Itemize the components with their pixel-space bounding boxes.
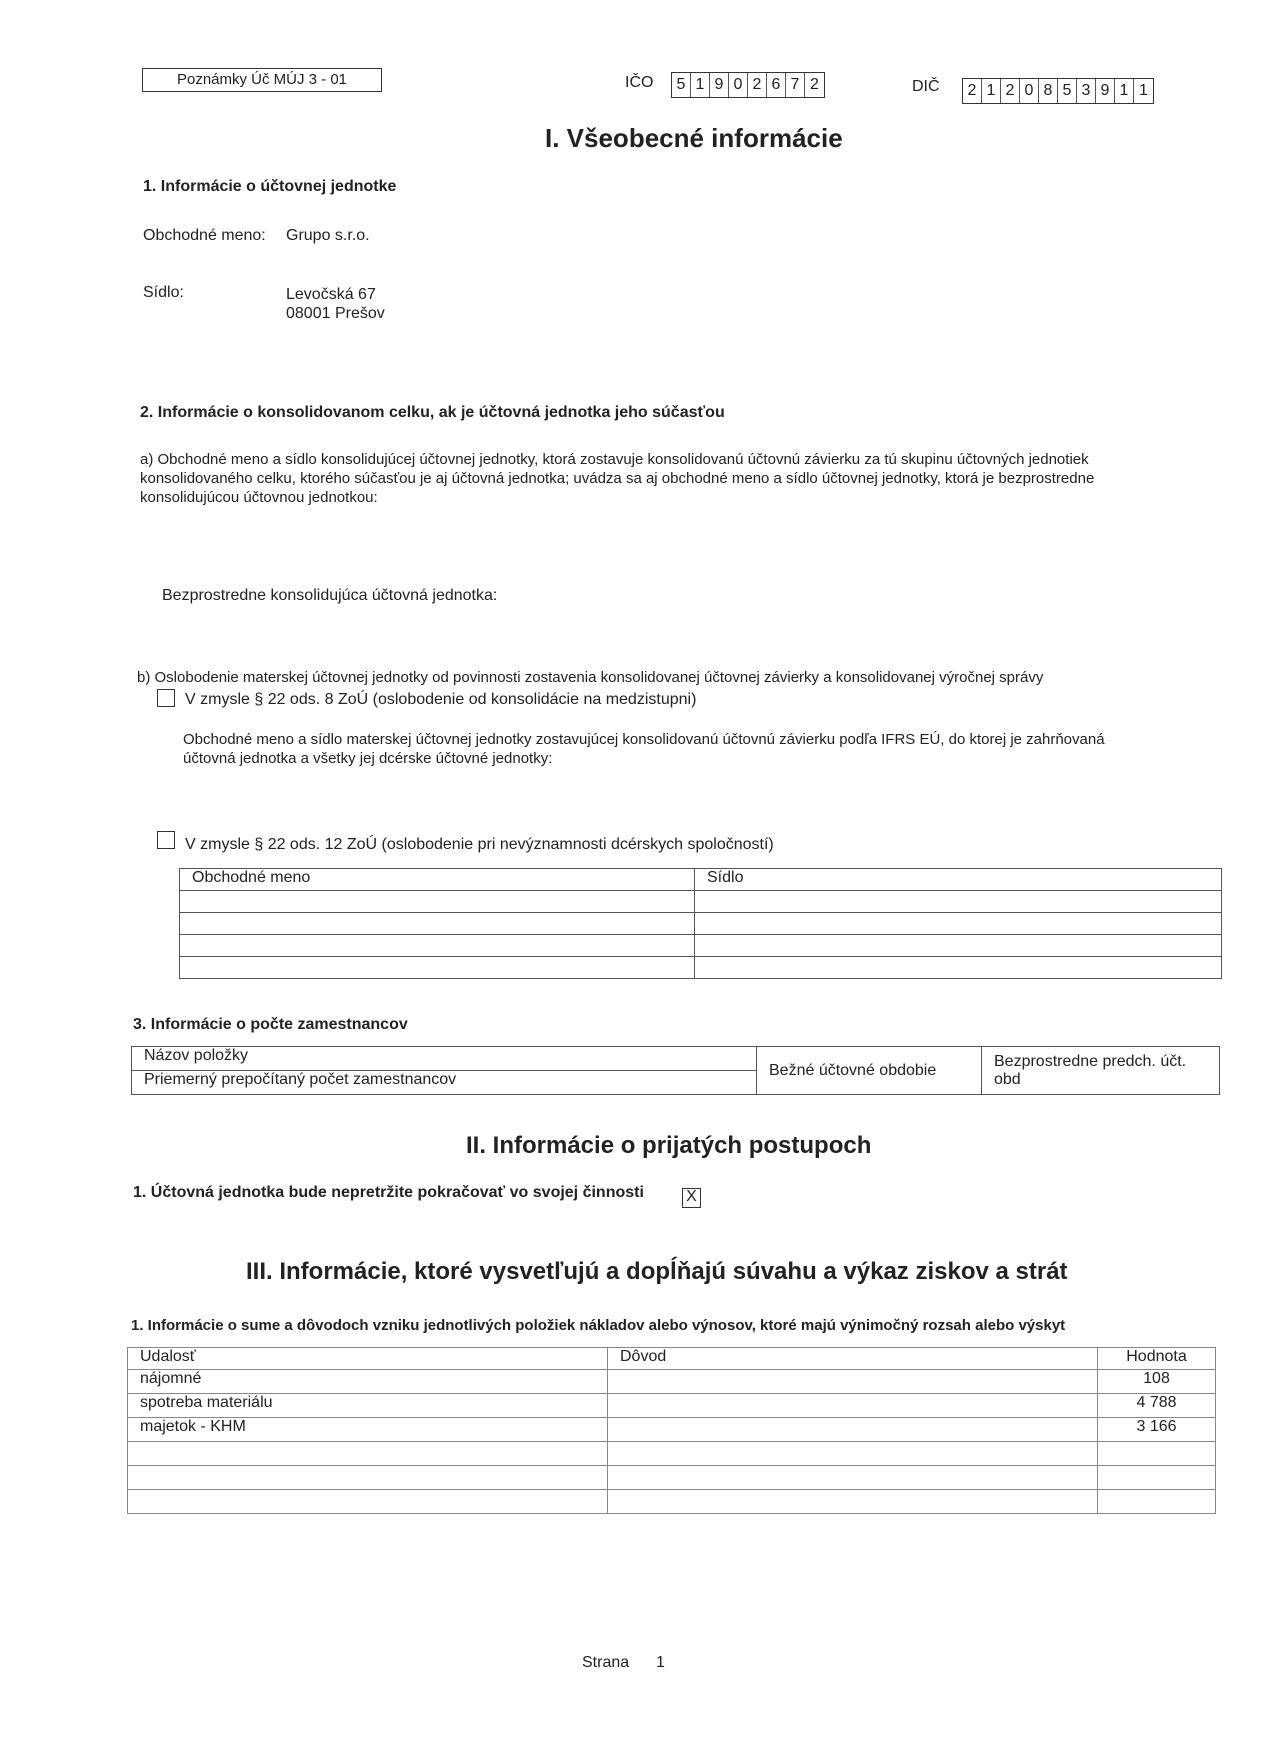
employees-row-average: Priemerný prepočítaný počet zamestnancov [132,1071,757,1095]
para-a-line-3: konsolidujúcou účtovnou jednotkou: [140,489,378,506]
dic-digit: 5 [1058,79,1077,103]
empty-cell [608,1466,1098,1490]
table-cell[interactable] [180,913,695,935]
continuity-statement: 1. Účtovná jednotka bude nepretržite pokračovať vo svojej činnosti [133,1184,644,1201]
seat-street: Levočská 67 [286,286,376,303]
empty-cell [608,1442,1098,1466]
page-number: 1 [656,1654,665,1671]
parent-entity-line-1: Obchodné meno a sídlo materskej účtovnej jednotky zostavujúcej konsolidovanú účtovnú závierku podľa IFRS EÚ, do ktorej je zahrňovaná [183,731,1105,748]
direct-consolidating-label: Bezprostredne konsolidujúca účtovná jednotka: [162,587,498,604]
dic-digit: 9 [1096,79,1115,103]
employees-col-item: Názov položky [132,1047,757,1071]
continuity-checkbox[interactable]: X [682,1188,701,1208]
employees-table [131,1046,1220,1095]
section-2-title: II. Informácie o prijatých postupoch [466,1132,872,1159]
trade-name-value: Grupo s.r.o. [286,227,370,244]
reason-cell [608,1370,1098,1394]
reason-cell [608,1394,1098,1418]
ico-digit: 1 [691,73,710,97]
dic-digit: 3 [1077,79,1096,103]
employees-heading: 3. Informácie o počte zamestnancov [133,1016,408,1033]
subsidiaries-col-name: Obchodné meno [180,869,695,891]
section-1-title: I. Všeobecné informácie [545,123,843,153]
ico-label: IČO [625,74,654,91]
empty-cell [1098,1442,1216,1466]
table-cell[interactable] [180,935,695,957]
table-cell[interactable] [180,891,695,913]
dic-digit: 1 [1139,82,1148,99]
ico-digit: 0 [729,73,748,97]
employees-col-current [757,1047,982,1095]
exemption-checkbox-1[interactable] [157,689,175,707]
entity-info-heading: 1. Informácie o účtovnej jednotke [143,178,397,195]
reason-cell [608,1418,1098,1442]
table-cell[interactable] [695,891,1222,913]
empty-cell [128,1442,608,1466]
ico-digit: 2 [748,73,767,97]
empty-cell [608,1490,1098,1514]
dic-digit: 1 [982,79,1001,103]
trade-name-label: Obchodné meno: [143,227,266,244]
employees-col-previous [982,1047,1220,1095]
form-code-badge: Poznámky Úč MÚJ 3 - 01 [142,68,382,92]
dic-label: DIČ [912,78,940,95]
empty-cell [128,1490,608,1514]
subsidiaries-col-seat: Sídlo [695,869,1222,891]
col-reason: Dôvod [608,1348,1098,1370]
col-event: Udalosť [128,1348,608,1370]
para-a-line-2: konsolidovaného celku, ktorého súčasťou je aj účtovná jednotka; uvádza sa aj obchodné meno a sídlo účtovnej jednotky, ktorá je bezprostredne [140,470,1095,487]
page-label: Strana [582,1654,630,1671]
value-cell: 3 166 [1098,1418,1216,1442]
dic-digit: 2 [1001,79,1020,103]
exemption-checkbox-1-label: V zmysle § 22 ods. 8 ZoÚ (oslobodenie od konsolidácie na medzistupni) [185,691,697,708]
empty-cell [128,1466,608,1490]
para-b: b) Oslobodenie materskej účtovnej jednotky od povinnosti zostavenia konsolidovanej účtovnej závierky a konsolidovanej výročnej správy [137,669,1044,686]
ico-digit: 5 [672,73,691,97]
table-cell[interactable] [180,957,695,979]
section-3-title: III. Informácie, ktoré vysvetľujú a dopĺňajú súvahu a výkaz ziskov a strát [246,1258,1068,1285]
seat-city: 08001 Prešov [286,305,385,322]
ico-digit: 9 [710,73,729,97]
empty-cell [1098,1466,1216,1490]
col-value: Hodnota [1098,1348,1216,1370]
exemption-checkbox-2[interactable] [157,831,175,849]
value-cell: 4 788 [1098,1394,1216,1418]
ico-digit-boxes [671,72,825,98]
consolidation-heading: 2. Informácie o konsolidovanom celku, ak je účtovná jednotka jeho súčasťou [140,404,725,421]
seat-label: Sídlo: [143,284,184,301]
ico-digit: 2 [810,76,819,93]
empty-cell [1098,1490,1216,1514]
exceptional-items-heading: 1. Informácie o sume a dôvodoch vzniku jednotlivých položiek nákladov alebo výnosov, ktoré majú výnimočný rozsah alebo výskyt [131,1317,1066,1334]
exceptional-items-table [127,1347,1216,1514]
dic-digit: 0 [1020,79,1039,103]
dic-digit: 2 [963,79,982,103]
table-cell[interactable] [695,935,1222,957]
para-a-line-1: a) Obchodné meno a sídlo konsolidujúcej účtovnej jednotky, ktorá zostavuje konsolidovanú účtovnú závierku za tú skupinu účtovných jednotiek [140,451,1089,468]
event-cell: majetok - KHM [128,1418,608,1442]
employees-col-current-label: Bežné účtovné obdobie [769,1061,937,1079]
event-cell: nájomné [128,1370,608,1394]
table-cell[interactable] [695,913,1222,935]
dic-digit: 1 [1115,79,1134,103]
ico-digit: 6 [767,73,786,97]
value-cell: 108 [1098,1370,1216,1394]
exemption-checkbox-2-label: V zmysle § 22 ods. 12 ZoÚ (oslobodenie pri nevýznamnosti dcérskych spoločností) [185,836,774,853]
dic-digit-boxes [962,78,1154,104]
event-cell: spotreba materiálu [128,1394,608,1418]
table-cell[interactable] [695,957,1222,979]
dic-digit: 8 [1039,79,1058,103]
employees-col-previous-label: Bezprostredne predch. účt. obd [994,1052,1187,1088]
parent-entity-line-2: účtovná jednotka a všetky jej dcérske účtovné jednotky: [183,750,553,767]
ico-digit: 7 [786,73,805,97]
subsidiaries-table [179,868,1222,979]
